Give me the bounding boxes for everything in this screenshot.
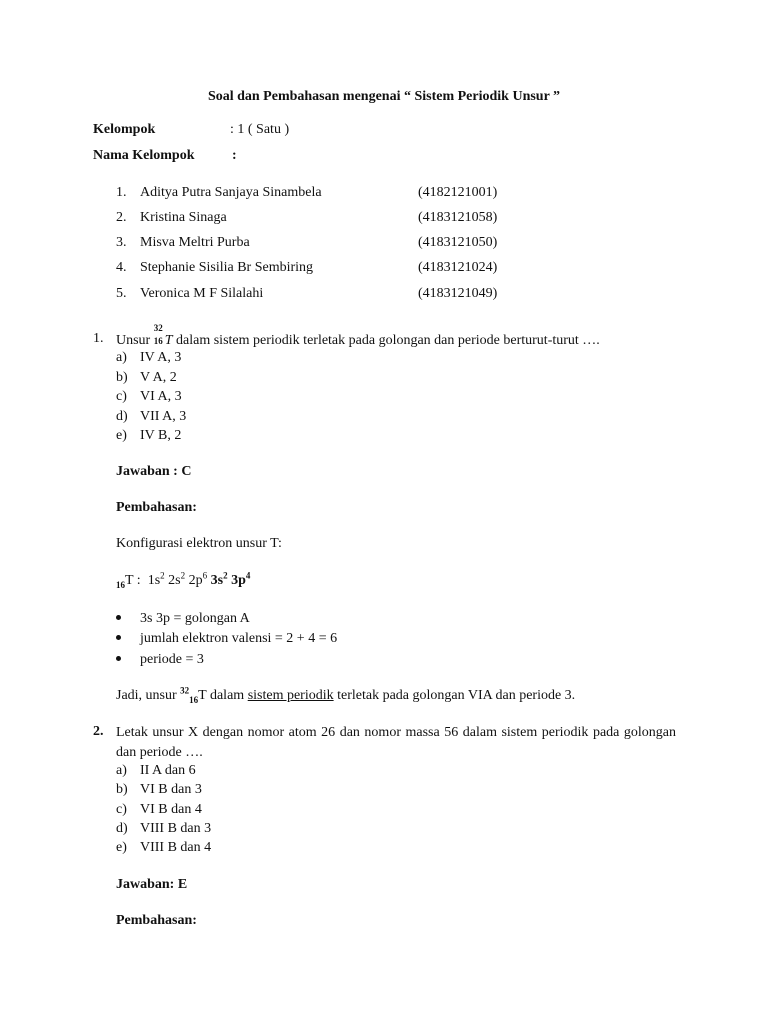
question-1-post: dalam sistem periodik terletak pada golongan dan periode berturut-turut …. xyxy=(176,333,600,348)
bullet-item: 3s 3p = golongan A xyxy=(116,610,250,629)
bullet-item: jumlah elektron valensi = 2 + 4 = 6 xyxy=(116,630,337,649)
option-letter: e) xyxy=(116,840,127,855)
option-text: V A, 2 xyxy=(140,370,177,385)
orbital: 2s xyxy=(168,573,181,588)
question-1-answer: Jawaban : C xyxy=(116,464,192,479)
question-1-text xyxy=(116,323,600,351)
bullet-icon xyxy=(116,635,121,640)
option-letter: a) xyxy=(116,350,127,365)
member-id: (4182121001) xyxy=(418,185,498,200)
question-1-pre: Unsur xyxy=(116,333,151,348)
question-1-conclusion: Jadi, unsur $^{32}_{16}$T dalam sistem periodik terletak pada golongan VIA dan periode 3. xyxy=(116,685,576,705)
orbital-electrons: 2 xyxy=(180,570,186,581)
element-symbol: T xyxy=(164,333,173,348)
question-1-number: 1. xyxy=(93,331,104,346)
atomic-number: 16 xyxy=(189,694,199,705)
member-num: 2. xyxy=(116,210,127,225)
option-letter: d) xyxy=(116,821,128,836)
orbital-electrons: 2 xyxy=(160,570,165,581)
question-2-number: 2. xyxy=(93,724,104,739)
atomic-number: 16 xyxy=(153,336,163,346)
option-letter: b) xyxy=(116,782,128,797)
electron-configuration xyxy=(116,572,250,591)
option-text: II A dan 6 xyxy=(140,763,196,778)
option-text: IV B, 2 xyxy=(140,428,182,443)
member-name: Kristina Sinaga xyxy=(140,210,227,225)
underlined-term: sistem periodik xyxy=(247,688,334,703)
option-text: VIII B dan 3 xyxy=(140,821,212,836)
member-id: (4183121024) xyxy=(418,260,498,275)
member-name: Stephanie Sisilia Br Sembiring xyxy=(140,260,314,275)
member-id: (4183121049) xyxy=(418,286,498,301)
member-num: 4. xyxy=(116,260,127,275)
bullet-icon xyxy=(116,656,121,661)
option-letter: b) xyxy=(116,370,128,385)
option-text: VI B dan 3 xyxy=(140,782,202,797)
page-title: Soal dan Pembahasan mengenai “ Sistem Periodik Unsur ” xyxy=(207,89,561,104)
config-atomic-number: 16 xyxy=(116,579,125,590)
option-letter: c) xyxy=(116,389,127,404)
valence-orbital: 3s xyxy=(210,573,224,588)
member-name: Aditya Putra Sanjaya Sinambela xyxy=(140,185,322,200)
question-2-text: Letak unsur X dengan nomor atom 26 dan nomor massa 56 dalam sistem periodik pada golongan dan periode …. xyxy=(116,725,676,760)
option-letter: d) xyxy=(116,409,128,424)
option-text: VII A, 3 xyxy=(140,409,187,424)
group-value: : 1 ( Satu ) xyxy=(230,122,290,137)
orbital: 1s xyxy=(147,573,161,588)
valence-electrons: 4 xyxy=(245,570,251,581)
option-text: VI B dan 4 xyxy=(140,802,202,817)
member-name: Veronica M F Silalahi xyxy=(140,286,264,301)
member-num: 3. xyxy=(116,235,127,250)
members-colon: : xyxy=(232,148,237,163)
orbital-electrons: 6 xyxy=(202,570,208,581)
member-name: Misva Meltri Purba xyxy=(140,235,250,250)
bullet-item: periode = 3 xyxy=(116,651,204,670)
question-2-answer: Jawaban: E xyxy=(116,877,188,892)
member-id: (4183121058) xyxy=(418,210,498,225)
group-label: Kelompok xyxy=(93,122,156,137)
question-2-discussion-label: Pembahasan: xyxy=(116,913,197,928)
option-letter: a) xyxy=(116,763,127,778)
members-label: Nama Kelompok xyxy=(93,148,195,163)
mass-number: 32 xyxy=(153,323,163,333)
option-letter: e) xyxy=(116,428,127,443)
nuclide-notation xyxy=(153,323,165,346)
option-text: VIII B dan 4 xyxy=(140,840,212,855)
member-num: 5. xyxy=(116,286,127,301)
valence-orbital: 3p xyxy=(231,573,246,588)
orbital: 2p xyxy=(188,573,203,588)
option-text: VI A, 3 xyxy=(140,389,182,404)
question-1-discussion-label: Pembahasan: xyxy=(116,500,197,515)
option-text: IV A, 3 xyxy=(140,350,182,365)
config-symbol: T : xyxy=(125,573,141,588)
bullet-icon xyxy=(116,615,121,620)
option-letter: c) xyxy=(116,802,127,817)
mass-number: 32 xyxy=(180,685,190,696)
valence-electrons: 2 xyxy=(223,570,228,581)
member-num: 1. xyxy=(116,185,127,200)
member-id: (4183121050) xyxy=(418,235,498,250)
config-intro: Konfigurasi elektron unsur T: xyxy=(116,536,282,551)
